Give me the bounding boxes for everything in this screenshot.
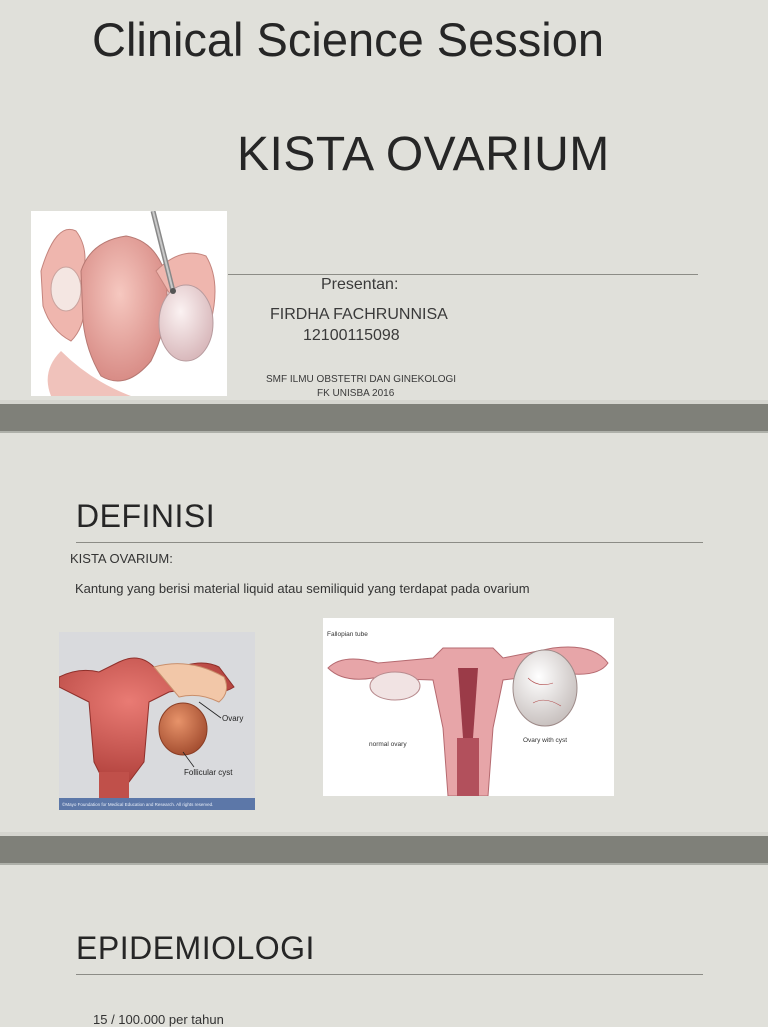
normal-ovary-label: normal ovary: [369, 741, 407, 748]
incidence-value: 15 / 100.000 per tahun: [93, 1012, 224, 1027]
follicular-cyst-illustration: [59, 632, 255, 810]
presenter-id: 12100115098: [303, 327, 400, 344]
slide-title: [0, 0, 768, 400]
section-heading-epidemiologi: EPIDEMIOLOGI: [76, 930, 315, 966]
main-title: KISTA OVARIUM: [237, 128, 610, 181]
ovary-with-cyst-label: Ovary with cyst: [523, 737, 568, 744]
slide-definisi: [0, 433, 768, 832]
uterus-illustration: [31, 211, 227, 396]
definition-term: KISTA OVARIUM:: [70, 551, 173, 566]
image-credit: ©Mayo Foundation for Medical Education and Research. All rights reserved.: [62, 802, 214, 807]
ovary-label: Ovary: [222, 714, 244, 723]
definition-text: Kantung yang berisi material liquid atau semiliquid yang terdapat pada ovarium: [75, 581, 530, 596]
slide-separator: [0, 400, 768, 433]
institution-label: FK UNISBA 2016: [317, 388, 395, 399]
slide-separator: [0, 832, 768, 865]
fallopian-tube-label: Fallopian tube: [327, 631, 368, 638]
follicular-cyst-label: Follicular cyst: [184, 768, 233, 777]
presenter-label: Presentan:: [321, 276, 399, 293]
epidemiologi-divider: [76, 974, 703, 975]
slide-epidemiologi: [0, 865, 768, 1027]
definisi-divider: [76, 542, 703, 543]
department-label: SMF ILMU OBSTETRI DAN GINEKOLOGI: [266, 374, 457, 385]
session-title: Clinical Science Session: [92, 13, 605, 66]
presenter-name: FIRDHA FACHRUNNISA: [270, 306, 448, 323]
ovary-comparison-illustration: [323, 618, 614, 796]
title-divider: [228, 274, 698, 275]
section-heading-definisi: DEFINISI: [76, 498, 216, 534]
